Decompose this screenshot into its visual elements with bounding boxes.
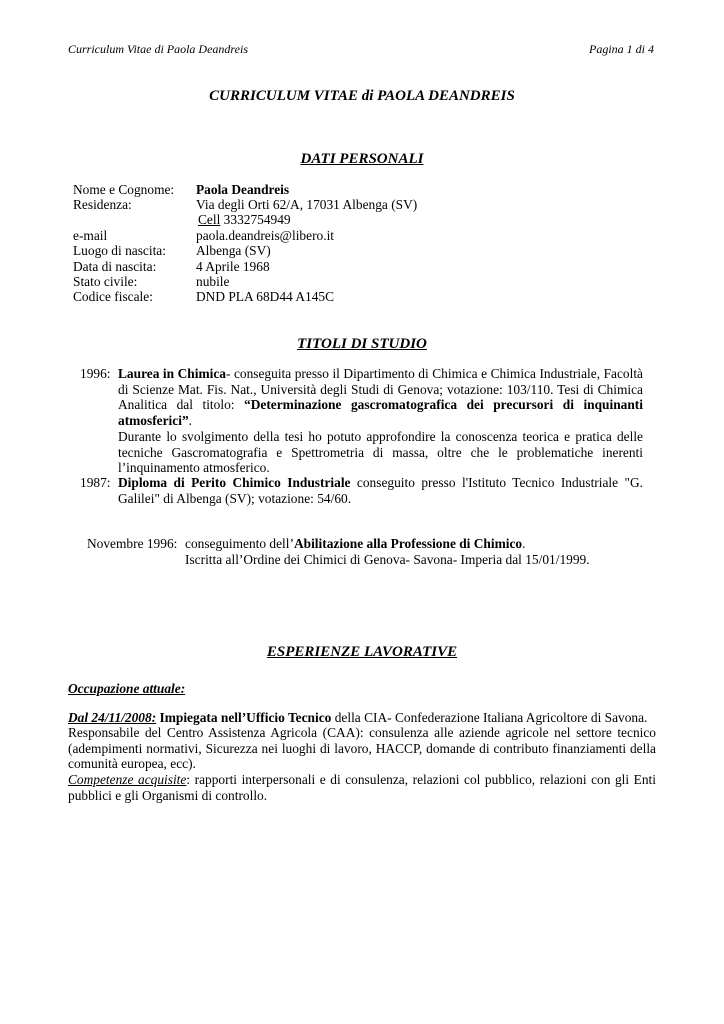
- edu-1-year: 1996:: [80, 366, 111, 381]
- label-fiscal-code: Codice fiscale:: [73, 289, 153, 304]
- abilitation-text-end: .: [522, 536, 526, 551]
- edu-1-note: Durante lo svolgimento della tesi ho potuto approfondire la conoscenza teorica e pratica delle tecniche Gascromatografia e Spettrometria di massa, oltre che le problematiche inerenti l’inquinamento atmosferico.: [118, 429, 643, 475]
- current-occupation-label: Occupazione attuale:: [68, 681, 186, 696]
- edu-1-description: [118, 366, 643, 428]
- section-heading-personal: DATI PERSONALI: [300, 151, 424, 167]
- job-date: Dal 24/11/2008:: [68, 710, 157, 725]
- label-birthdate: Data di nascita:: [73, 259, 157, 274]
- abilitation-line-1: [185, 536, 525, 552]
- abilitation-text: conseguimento dell’: [185, 536, 294, 551]
- label-residence: Residenza:: [73, 197, 132, 212]
- label-name: Nome e Cognome:: [73, 182, 175, 197]
- value-residence: Via degli Orti 62/A, 17031 Albenga (SV): [196, 197, 418, 212]
- edu-2-text: conseguito presso l'Istituto Tecnico Industriale "G. Galilei" di Albenga (SV); votazione: 54/60.: [118, 475, 643, 506]
- edu-1-thesis: “Determinazione gascromatografica dei precursori di inquinanti atmosferici”: [118, 397, 643, 428]
- job-description: Responsabile del Centro Assistenza Agricola (CAA): consulenza alle aziende agricole nel settore tecnico (adempimenti normativi, Sicurezza nei luoghi di lavoro, HACCP, domande di contributo finanziamenti della comunità europea, ecc).: [68, 725, 656, 771]
- cell-label: Cell: [198, 212, 221, 227]
- label-birthplace: Luogo di nascita:: [73, 243, 166, 258]
- abilitation-title: Abilitazione alla Professione di Chimico: [293, 536, 523, 551]
- value-birthplace: Albenga (SV): [196, 243, 271, 258]
- value-fiscal-code: DND PLA 68D44 A145C: [196, 289, 335, 304]
- section-heading-experience: ESPERIENZE LAVORATIVE: [266, 644, 458, 660]
- label-civil-status: Stato civile:: [73, 274, 138, 289]
- job-org: della CIA- Confederazione Italiana Agricoltore di Savona.: [331, 710, 648, 725]
- value-email: paola.deandreis@libero.it: [196, 228, 335, 243]
- edu-1-text-end: .: [188, 412, 193, 428]
- cell-number: 3332754949: [220, 212, 291, 227]
- job-skills-text: : rapporti interpersonali e di consulenza, relazioni col pubblico, relazioni con gli Enti pubblici e gli Organismi di controllo.: [68, 772, 656, 803]
- edu-2-year: 1987:: [80, 475, 111, 490]
- header-left: Curriculum Vitae di Paola Deandreis: [68, 42, 248, 56]
- value-cell: [198, 212, 291, 228]
- abilitation-line-2: Iscritta all’Ordine dei Chimici di Genova- Savona- Imperia dal 15/01/1999.: [185, 552, 590, 567]
- job-skills-label: Competenze acquisite: [68, 772, 187, 787]
- label-email: e-mail: [73, 228, 108, 243]
- edu-2-degree: Diploma di Perito Chimico Industriale: [118, 475, 351, 490]
- edu-1-text: - conseguita presso il Dipartimento di Chimica e Chimica Industriale, Facoltà di Scienze Mat. Fis. Nat., Università degli Studi di Genova; votazione: 103/110. Tesi di Chimica Analitica dal titolo:: [118, 366, 643, 412]
- value-civil-status: nubile: [196, 274, 230, 289]
- section-heading-education: TITOLI DI STUDIO: [297, 336, 427, 352]
- job-skills: [68, 772, 656, 803]
- job-role: Impiegata nell’Ufficio Tecnico: [156, 710, 332, 725]
- job-line-1: [68, 710, 647, 726]
- header-page-number: Pagina 1 di 4: [589, 42, 654, 56]
- value-birthdate: 4 Aprile 1968: [196, 259, 270, 274]
- abilitation-date: Novembre 1996:: [87, 536, 178, 551]
- page-title: CURRICULUM VITAE di PAOLA DEANDREIS: [209, 88, 515, 104]
- edu-2-description: [118, 475, 643, 506]
- value-name: Paola Deandreis: [196, 182, 290, 197]
- edu-1-degree: Laurea in Chimica: [118, 366, 226, 381]
